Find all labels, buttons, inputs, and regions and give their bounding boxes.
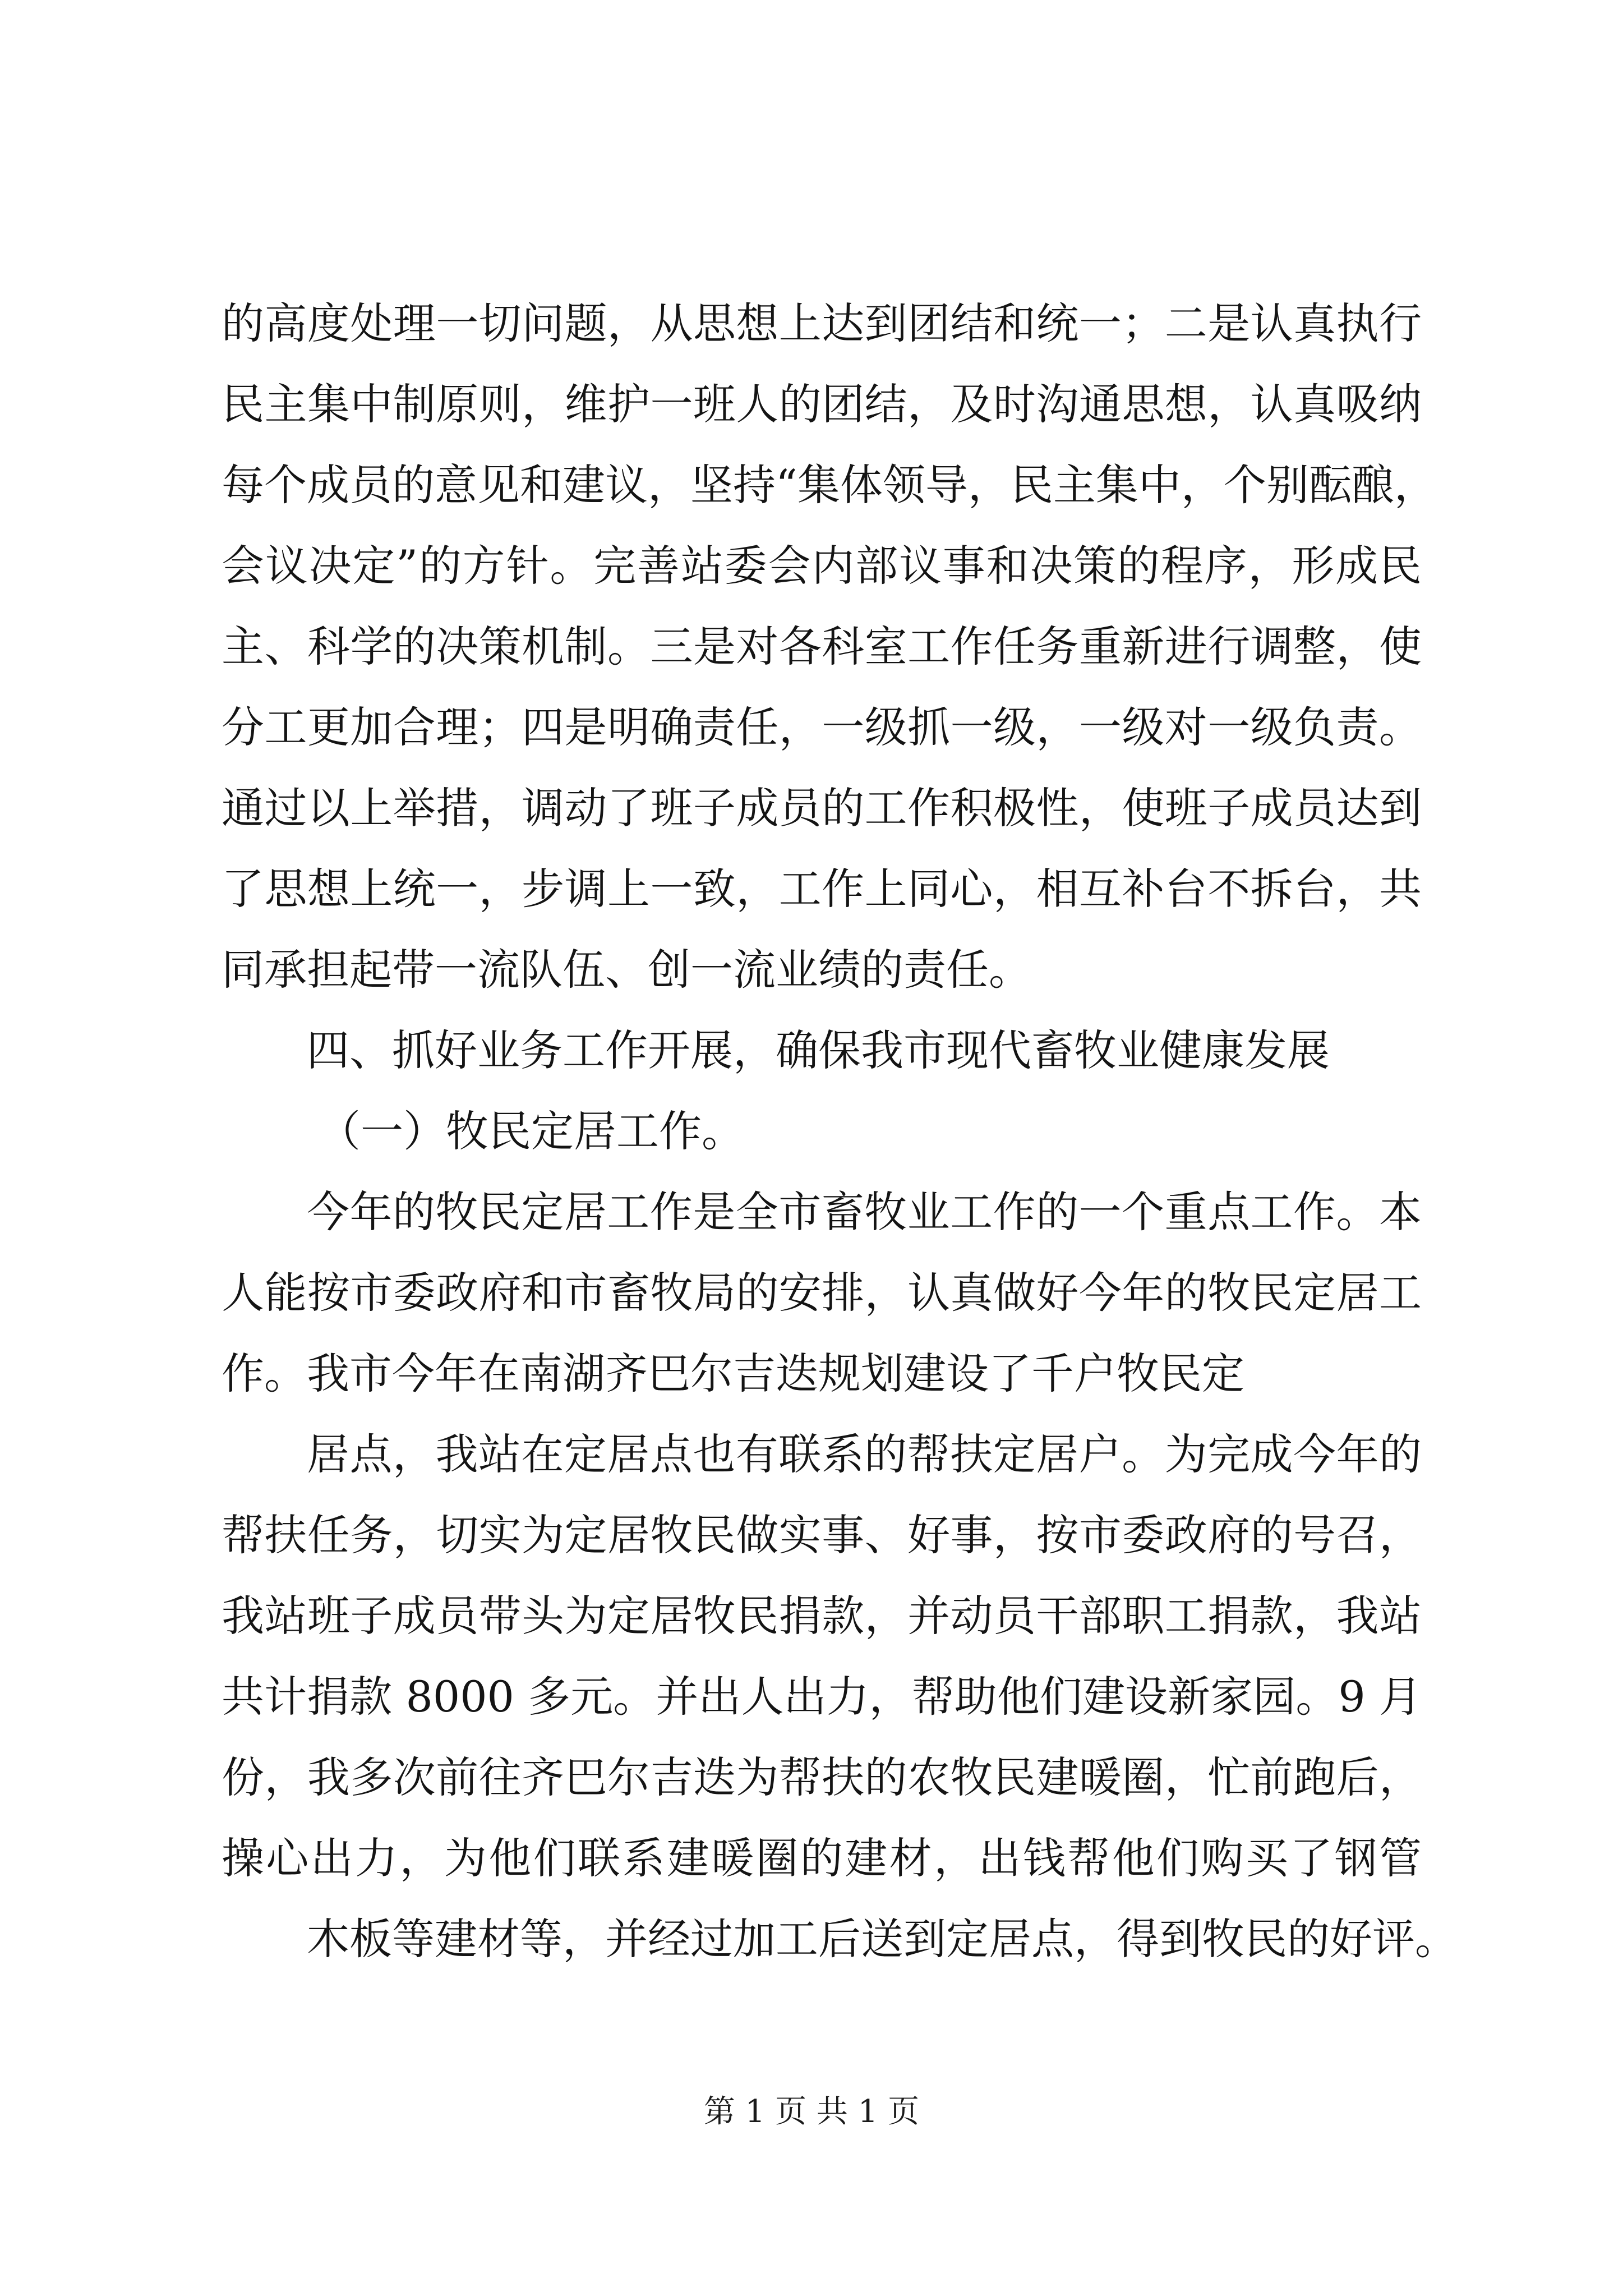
paragraph-line: 我站班子成员带头为定居牧民捐款，并动员干部职工捐款，我站 (222, 1591, 1422, 1641)
paragraph-line: 通过以上举措，调动了班子成员的工作积极性，使班子成员达到 (222, 783, 1422, 833)
paragraph-line: 人能按市委政府和市畜牧局的安排，认真做好今年的牧民定居工 (222, 1268, 1422, 1318)
section-heading: 四、抓好业务工作开展，确保我市现代畜牧业健康发展 (307, 1025, 1330, 1075)
page-number-footer: 第 1 页 共 1 页 (703, 2093, 920, 2130)
paragraph-line: 作。我市今年在南湖齐巴尔吉迭规划建设了千户牧民定 (222, 1349, 1244, 1398)
paragraph-line: 主、科学的决策机制。三是对各科室工作任务重新进行调整，使 (222, 622, 1422, 671)
subsection-heading: （一）牧民定居工作。 (318, 1106, 744, 1156)
paragraph-line: 操心出力，为他们联系建暖圈的建材，出钱帮他们购买了钢管 (222, 1833, 1422, 1883)
paragraph-line: 共计捐款 8000 多元。并出人出力，帮助他们建设新家园。9 月 (222, 1672, 1422, 1722)
paragraph-line: 民主集中制原则，维护一班人的团结，及时沟通思想，认真吸纳 (222, 379, 1422, 429)
paragraph-line: 居点，我站在定居点也有联系的帮扶定居户。为完成今年的 (307, 1429, 1422, 1479)
paragraph-line: 份，我多次前往齐巴尔吉迭为帮扶的农牧民建暖圈，忙前跑后， (222, 1752, 1422, 1802)
paragraph-line: 同承担起带一流队伍、创一流业绩的责任。 (222, 945, 1031, 995)
document-body (222, 283, 1458, 1980)
paragraph-line: 分工更加合理；四是明确责任，一级抓一级，一级对一级负责。 (222, 702, 1422, 752)
paragraph-line: 的高度处理一切问题，从思想上达到团结和统一；二是认真执行 (222, 298, 1422, 348)
paragraph-line: 每个成员的意见和建议，坚持“集体领导，民主集中，个别酝酿， (222, 460, 1437, 510)
paragraph-line: 今年的牧民定居工作是全市畜牧业工作的一个重点工作。本 (307, 1187, 1422, 1237)
paragraph-line: 了思想上统一，步调上一致，工作上同心，相互补台不拆台，共 (222, 864, 1422, 914)
paragraph-line: 木板等建材等，并经过加工后送到定居点，得到牧民的好评。 (307, 1914, 1458, 1964)
paragraph-line: 帮扶任务，切实为定居牧民做实事、好事，按市委政府的号召， (222, 1510, 1422, 1560)
paragraph-line: 会议决定”的方针。完善站委会内部议事和决策的程序，形成民 (222, 541, 1422, 591)
